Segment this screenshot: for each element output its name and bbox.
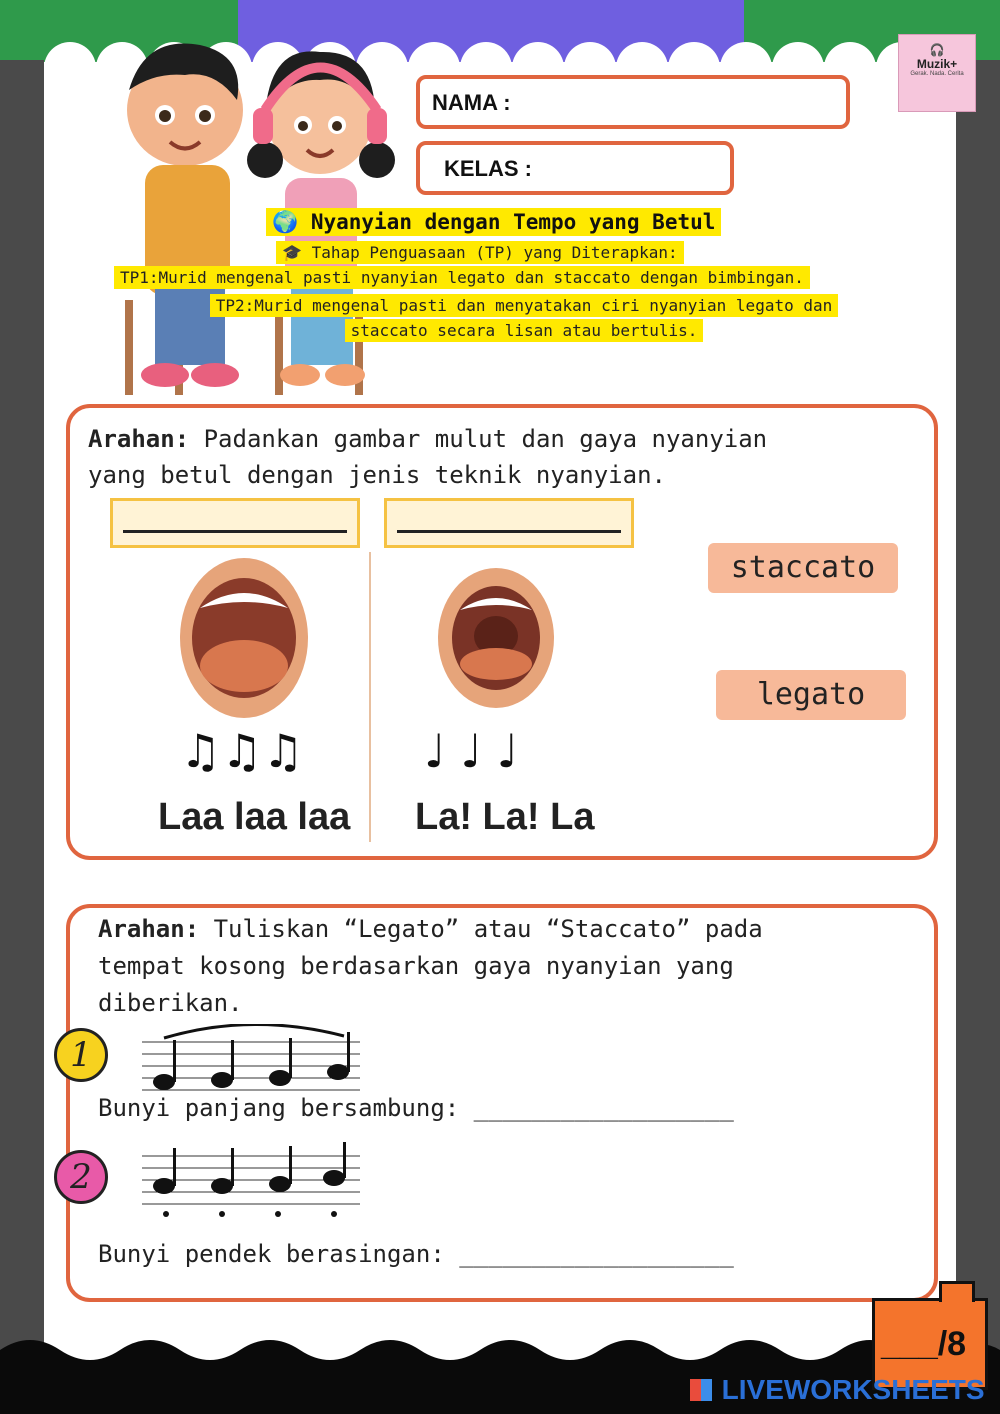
liveworksheets-logo[interactable] <box>690 1374 985 1404</box>
objective-tp2: TP2:Murid mengenal pasti dan menyatakan ciri nyanyian legato dan staccato secara lisan atau bertulis. <box>154 293 894 343</box>
right-side-bar <box>956 60 1000 1360</box>
question-1-badge: 1 <box>54 1028 108 1082</box>
staccato-syllables: La! La! La <box>415 796 595 838</box>
quarter-notes-icon: ♩ ♩ ♩ <box>424 724 519 778</box>
class-field[interactable] <box>416 141 734 195</box>
objective-title <box>266 210 721 235</box>
liveworksheets-icon <box>690 1379 712 1401</box>
score-text[interactable]: ___/8 <box>881 1325 967 1363</box>
mouth-staccato-icon <box>436 566 556 710</box>
answer-blank-2[interactable] <box>384 498 634 548</box>
left-side-bar <box>0 60 44 1360</box>
objective-title-text: Nyanyian dengan Tempo yang Betul <box>310 210 716 234</box>
brand-logo <box>898 34 976 112</box>
class-label: KELAS : <box>444 156 532 181</box>
column-divider <box>369 552 371 842</box>
question-1-text[interactable]: Bunyi panjang bersambung: __________________ <box>98 1094 734 1122</box>
staff-staccato-icon <box>142 1140 362 1224</box>
globe-icon: 🌍 <box>272 210 299 234</box>
graduation-cap-icon: 🎓 <box>282 243 302 262</box>
question-2-badge: 2 <box>54 1150 108 1204</box>
objective-subtitle: 🎓 Tahap Penguasaan (TP) yang Diterapkan: <box>276 243 684 262</box>
eighth-notes-icon: ♫♫♫ <box>180 724 304 778</box>
headphones-icon: 🎧 <box>929 43 945 57</box>
drag-tag-staccato[interactable]: staccato <box>708 543 898 593</box>
section2-instruction: Arahan: Tuliskan “Legato” atau “Staccato” pada tempat kosong berdasarkan gaya nyanyian yang diberikan. <box>98 915 763 1017</box>
staff-legato-icon <box>142 1024 362 1100</box>
answer-blank-1[interactable] <box>110 498 360 548</box>
section1-instruction: Arahan: Padankan gambar mulut dan gaya nyanyian yang betul dengan jenis teknik nyanyian. <box>88 425 768 489</box>
question-2-text[interactable]: Bunyi pendek berasingan: ___________________ <box>98 1240 734 1268</box>
objective-tp1: TP1:Murid mengenal pasti nyanyian legato dan staccato dengan bimbingan. <box>114 268 810 287</box>
score-box-tab <box>939 1281 975 1302</box>
legato-syllables: Laa laa laa <box>158 796 351 838</box>
brand-tagline: Gerak. Nada. Cerita <box>910 71 964 77</box>
liveworksheets-text: LIVEWORKSHEETS <box>721 1374 985 1405</box>
name-label: NAMA : <box>432 90 511 115</box>
name-field[interactable] <box>416 75 850 129</box>
brand-name: Muzik+ <box>916 57 958 71</box>
drag-tag-legato[interactable]: legato <box>716 670 906 720</box>
mouth-legato-icon <box>178 556 310 720</box>
